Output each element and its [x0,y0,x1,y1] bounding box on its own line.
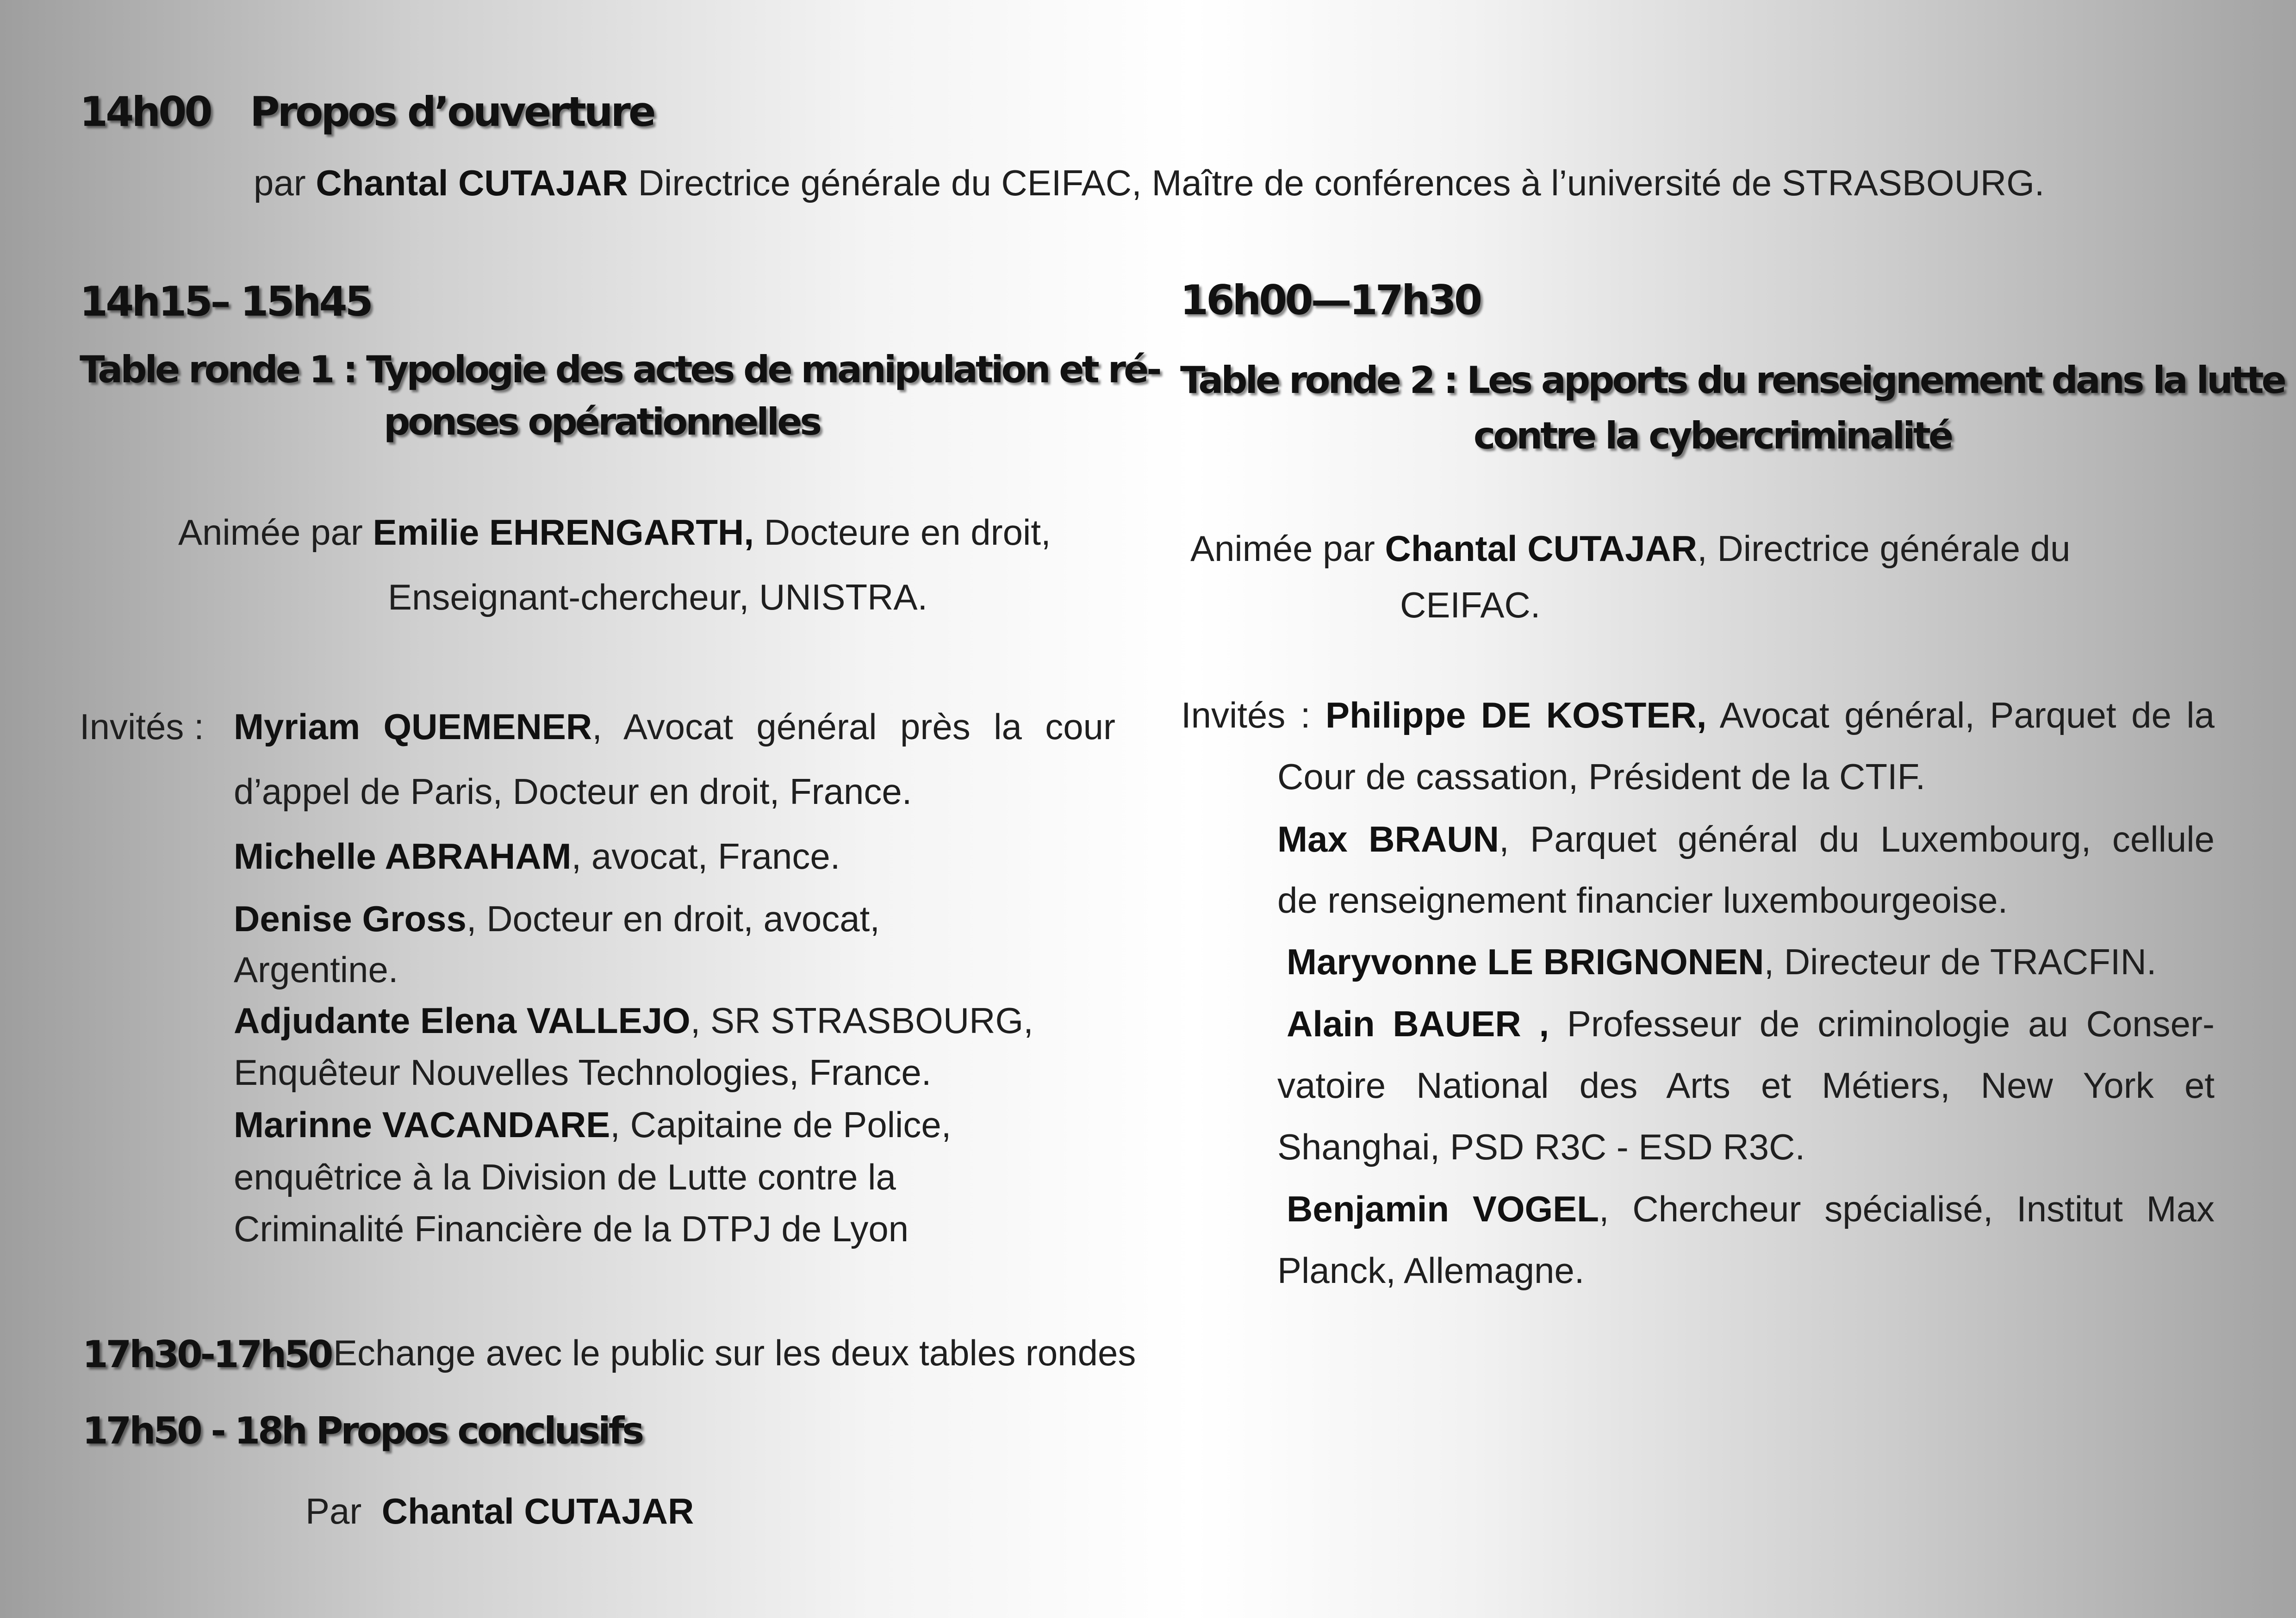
round1-guests-label: Invités : [80,706,204,747]
round2-guest-name: Philippe DE KOSTER, [1325,695,1707,735]
round2-moderator-role1: , Directrice générale du [1697,528,2071,569]
round2-guest-2-line2: de renseignement financier luxembourgeoise. [1277,880,2008,921]
round2-guest-name: Maryvonne LE BRIGNONEN [1287,941,1764,982]
closing-time: 17h50 - 18h [82,1409,305,1452]
round1-title-line1: Table ronde 1 : Typologie des actes de manipulation et ré- [80,348,1160,391]
opening-title: Propos d’ouverture [250,88,654,136]
round2-guest-4-line3: Shanghai, PSD R3C - ESD R3C. [1277,1126,1805,1167]
round2-time: 16h00—17h30 [1180,276,1481,324]
round1-guest-3: Denise Gross, Docteur en droit, avocat, [234,898,880,939]
opening-time: 14h00 [80,88,211,136]
round1-moderator-prefix: Animée par [178,512,363,553]
round2-guest-2: Max BRAUN, Parquet général du Luxembourg, cellule [1277,819,2215,859]
round2-moderator-prefix: Animée par [1190,528,1375,569]
round2-guests-label: Invités : [1181,695,1311,735]
opening-speaker-line [254,162,2045,204]
round1-guest-1-line2: d’appel de Paris, Docteur en droit, France. [234,771,912,812]
closing-speaker: Chantal CUTAJAR [381,1491,694,1531]
round2-guest-5-line2: Planck, Allemagne. [1277,1250,1585,1291]
round2-guest-1: Invités : Philippe DE KOSTER, Avocat général, Parquet de la [1181,695,2215,735]
round1-guest-5-line3: Criminalité Financière de la DTPJ de Lyon [234,1208,909,1249]
round2-guest-3: Maryvonne LE BRIGNONEN, Directeur de TRACFIN. [1287,941,2157,982]
exchange-time: 17h30-17h50 [82,1333,331,1376]
round1-moderator-role1: Docteure en droit, [764,512,1051,553]
round2-guest-name: Max BRAUN [1277,819,1499,859]
round2-guest-4: Alain BAUER , Professeur de criminologie au Conser- [1287,1003,2215,1044]
round1-guest-5-line2: enquêtrice à la Division de Lutte contre la [234,1157,896,1197]
round1-guest-4: Adjudante Elena VALLEJO, SR STRASBOURG, [234,1000,1033,1041]
round1-guest-name: Michelle ABRAHAM [234,836,572,877]
round1-moderator-name: Emilie EHRENGARTH, [373,512,754,553]
closing-by: Par [305,1491,362,1531]
opening-by: par [254,162,306,203]
exchange-text: Echange avec le public sur les deux tables rondes [333,1332,1136,1373]
round1-guest-1: Myriam QUEMENER, Avocat général près la cour [234,706,1115,747]
closing-speaker-line [305,1490,694,1532]
round1-guest-name: Adjudante Elena VALLEJO [234,1000,691,1041]
round2-title-line1: Table ronde 2 : Les apports du renseignement dans la lutte [1180,359,2284,402]
round1-guest-2: Michelle ABRAHAM, avocat, France. [234,836,840,877]
round2-guest-5: Benjamin VOGEL, Chercheur spécialisé, Institut Max [1287,1189,2215,1229]
closing-title: Propos conclusifs [316,1409,642,1452]
round2-moderator [1190,528,2071,570]
opening-role: Directrice générale du CEIFAC, Maître de conférences à l’université de STRASBOURG. [638,162,2045,203]
round1-guest-name: Marinne VACANDARE [234,1104,610,1145]
round1-guest-5: Marinne VACANDARE, Capitaine de Police, [234,1104,952,1145]
round2-guest-name: Benjamin VOGEL [1287,1189,1599,1229]
round2-moderator-role2: CEIFAC. [1400,585,1541,625]
closing-heading [82,1409,642,1452]
round1-guest-name: Denise Gross [234,898,467,939]
opening-speaker: Chantal CUTAJAR [316,162,628,203]
round2-moderator-name: Chantal CUTAJAR [1385,528,1698,569]
round1-guest-3-line2: Argentine. [234,949,398,990]
round1-title-line2: ponses opérationnelles [384,400,820,443]
round1-moderator-role2: Enseignant-chercheur, UNISTRA. [388,577,928,617]
round2-guest-1-line2: Cour de cassation, Président de la CTIF. [1277,756,1926,797]
round2-title-line2: contre la cybercriminalité [1473,414,1952,457]
round2-guest-name: Alain BAUER , [1287,1003,1549,1044]
round1-guest-4-line2: Enquêteur Nouvelles Technologies, France. [234,1052,932,1093]
round1-moderator [178,511,1051,554]
round1-guest-name: Myriam QUEMENER [234,706,592,747]
round1-time: 14h15– 15h45 [80,278,371,325]
round2-guest-4-line2: vatoire National des Arts et Métiers, New York et [1277,1065,2215,1106]
